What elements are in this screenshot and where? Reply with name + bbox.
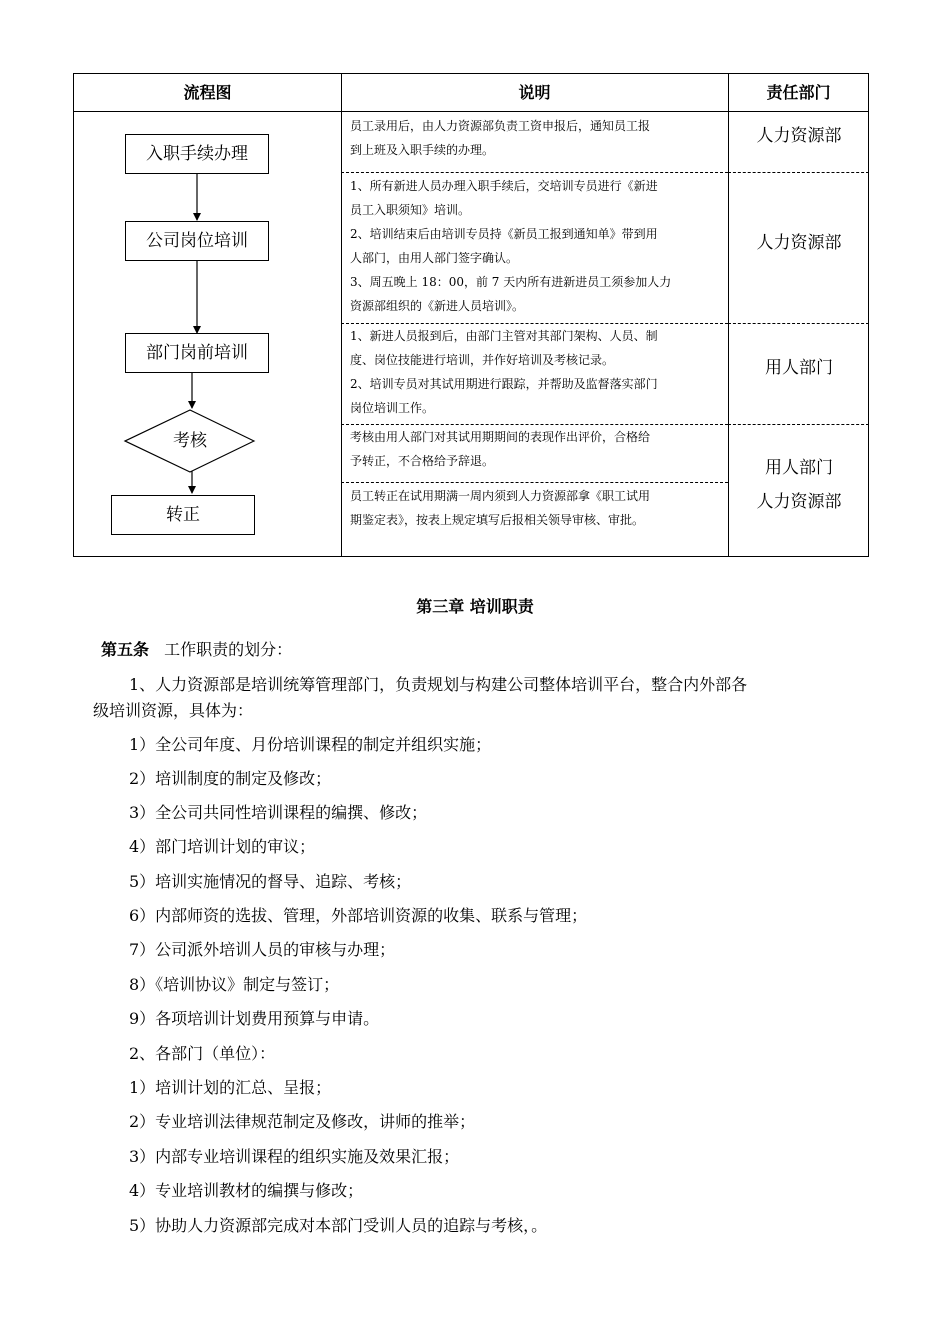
description-line: 3、周五晚上 18：00，前 7 天内所有进新进员工须参加人力 <box>350 275 672 289</box>
description-line: 员工录用后，由人力资源部负责工资申报后，通知员工报 <box>350 119 651 133</box>
flow-step-assessment: 考核 <box>173 431 207 451</box>
list-item: 9）各项培训计划费用预算与申请。 <box>129 1009 380 1028</box>
description-line: 员工入职须知》培训。 <box>350 203 471 217</box>
description-line: 度、岗位技能进行培训，并作好培训及考核记录。 <box>350 353 615 367</box>
header-department: 责任部门 <box>766 83 831 102</box>
section-1-intro: 1、人力资源部是培训统筹管理部门，负责规划与构建公司整体培训平台，整合内外部各 <box>129 675 748 694</box>
column-divider <box>341 74 342 556</box>
flow-step-company-training: 公司岗位培训 <box>125 221 269 261</box>
row-1-department: 人力资源部 <box>756 126 842 146</box>
flow-step-department-training: 部门岗前培训 <box>125 333 269 373</box>
description-line: 考核由用人部门对其试用期期间的表现作出评价，合格给 <box>350 430 651 444</box>
description-line: 2、培训专员对其试用期进行跟踪，并帮助及监督落实部门 <box>350 377 658 391</box>
description-line: 人部门，由用人部门签字确认。 <box>350 251 519 265</box>
article-text: 工作职责的划分： <box>164 640 293 659</box>
row-2-description <box>350 174 722 318</box>
row-3-department: 用人部门 <box>765 358 833 378</box>
description-line: 到上班及入职手续的办理。 <box>350 143 495 157</box>
row-divider <box>341 172 728 173</box>
list-item: 4）专业培训教材的编撰与修改； <box>129 1181 364 1200</box>
list-item: 7）公司派外培训人员的审核与办理； <box>129 940 396 959</box>
list-item: 2）专业培训法律规范制定及修改，讲师的推举； <box>129 1112 476 1131</box>
section-1-intro-continued: 级培训资源，具体为： <box>93 701 254 720</box>
description-line: 期鉴定表》，按表上规定填写后报相关领导审核、审批。 <box>350 513 645 527</box>
list-item: 4）部门培训计划的审议； <box>129 837 316 856</box>
article-line <box>101 639 292 661</box>
description-line: 予转正，不合格给予辞退。 <box>350 454 495 468</box>
list-item: 2）培训制度的制定及修改； <box>129 769 332 788</box>
description-line: 2、培训结束后由培训专员持《新员工报到通知单》带到用 <box>350 227 658 241</box>
description-line: 1、所有新进人员办理入职手续后，交培训专员进行《新进 <box>350 179 658 193</box>
chapter-title: 第三章 培训职责 <box>416 597 534 616</box>
procedure-table <box>73 73 869 557</box>
list-item: 5）协助人力资源部完成对本部门受训人员的追踪与考核，。 <box>129 1216 548 1235</box>
row-2-department: 人力资源部 <box>756 233 842 253</box>
row-divider <box>728 172 869 173</box>
list-item: 8）《培训协议》制定与签订； <box>129 975 340 994</box>
list-item: 1）培训计划的汇总、呈报； <box>129 1078 332 1097</box>
row-1-description <box>350 114 722 162</box>
description-line: 员工转正在试用期满一周内须到人力资源部拿《职工试用 <box>350 489 651 503</box>
list-item: 3）内部专业培训课程的组织实施及效果汇报； <box>129 1147 460 1166</box>
list-item: 5）培训实施情况的督导、追踪、考核； <box>129 872 412 891</box>
flow-step-onboarding: 入职手续办理 <box>125 134 269 174</box>
row-divider <box>341 482 728 483</box>
header-description: 说明 <box>518 83 551 102</box>
header-flowchart: 流程图 <box>183 83 232 102</box>
row-3-description <box>350 324 722 420</box>
merged-department-line-2: 人力资源部 <box>756 492 842 512</box>
section-2-heading: 2、各部门（单位）： <box>129 1044 276 1063</box>
description-line: 资源部组织的《新进人员培训》。 <box>350 299 525 313</box>
description-line: 岗位培训工作。 <box>350 401 435 415</box>
flow-step-regularization: 转正 <box>111 495 255 535</box>
list-item: 3）全公司共同性培训课程的编撰、修改； <box>129 803 428 822</box>
list-item: 6）内部师资的选拔、管理，外部培训资源的收集、联系与管理； <box>129 906 588 925</box>
row-divider <box>728 424 869 425</box>
merged-department-line-1: 用人部门 <box>765 458 833 478</box>
row-4-description <box>350 425 722 473</box>
description-line: 1、新进人员报到后，由部门主管对其部门架构、人员、制 <box>350 329 658 343</box>
row-divider <box>728 323 869 324</box>
row-5-description <box>350 484 722 532</box>
article-label: 第五条 <box>101 640 150 659</box>
list-item: 1）全公司年度、月份培训课程的制定并组织实施； <box>129 735 492 754</box>
